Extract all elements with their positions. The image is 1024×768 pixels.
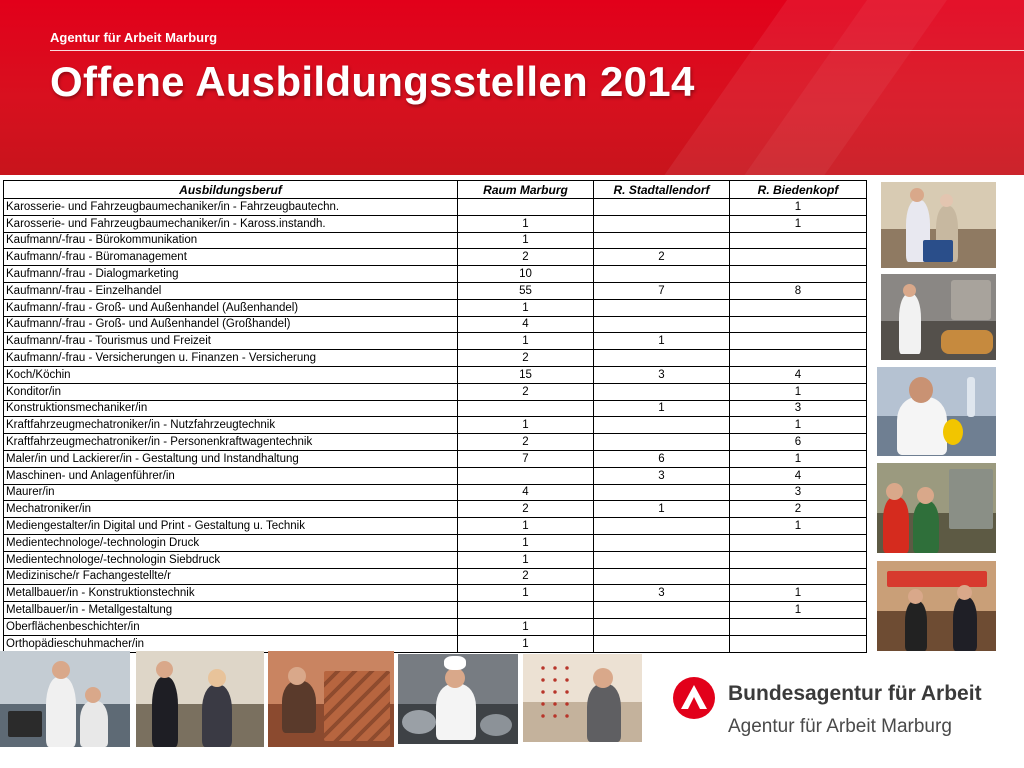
cell-marburg: 1 [458, 215, 594, 232]
cell-occupation: Metallbauer/in - Metallgestaltung [4, 602, 458, 619]
table-row [4, 635, 867, 652]
table-row [4, 400, 867, 417]
cell-stadtallendorf: 1 [594, 400, 730, 417]
table-row [4, 585, 867, 602]
cell-stadtallendorf [594, 199, 730, 216]
table-row [4, 501, 867, 518]
cell-biedenkopf [730, 249, 867, 266]
cell-biedenkopf: 1 [730, 602, 867, 619]
cell-biedenkopf [730, 551, 867, 568]
cell-stadtallendorf [594, 551, 730, 568]
table-row [4, 434, 867, 451]
header-banner [0, 0, 1024, 175]
logo-text-bundesagentur: Bundesagentur für Arbeit [728, 682, 982, 705]
table-row [4, 534, 867, 551]
cell-marburg [458, 602, 594, 619]
photo-chef-kitchen [398, 654, 518, 744]
table-row [4, 199, 867, 216]
cell-occupation: Karosserie- und Fahrzeugbaumechaniker/in - Fahrzeugbautechn. [4, 199, 458, 216]
cell-marburg: 15 [458, 366, 594, 383]
cell-marburg: 2 [458, 501, 594, 518]
table-row [4, 417, 867, 434]
cell-occupation: Kaufmann/-frau - Groß- und Außenhandel (Außenhandel) [4, 299, 458, 316]
photo-baker [881, 274, 996, 360]
table-row [4, 215, 867, 232]
cell-stadtallendorf [594, 635, 730, 652]
photo-painter [523, 654, 642, 742]
cell-stadtallendorf [594, 316, 730, 333]
cell-occupation: Kaufmann/-frau - Tourismus und Freizeit [4, 333, 458, 350]
page-title: Offene Ausbildungsstellen 2014 [50, 58, 695, 105]
agency-subtitle: Agentur für Arbeit Marburg [50, 30, 218, 45]
photo-laboratory [877, 367, 996, 456]
cell-marburg: 10 [458, 266, 594, 283]
cell-stadtallendorf [594, 534, 730, 551]
cell-marburg: 1 [458, 417, 594, 434]
photo-office-workers [0, 651, 130, 747]
cell-biedenkopf: 2 [730, 501, 867, 518]
header-divider [50, 50, 1024, 51]
cell-biedenkopf: 1 [730, 417, 867, 434]
cell-biedenkopf: 8 [730, 282, 867, 299]
table-header-row [4, 181, 867, 199]
cell-biedenkopf [730, 635, 867, 652]
cell-biedenkopf: 6 [730, 434, 867, 451]
table-row [4, 232, 867, 249]
cell-marburg: 1 [458, 299, 594, 316]
cell-biedenkopf: 1 [730, 215, 867, 232]
table-row [4, 467, 867, 484]
cell-occupation: Maschinen- und Anlagenführer/in [4, 467, 458, 484]
cell-occupation: Konditor/in [4, 383, 458, 400]
cell-marburg: 1 [458, 635, 594, 652]
cell-marburg [458, 467, 594, 484]
cell-occupation: Kaufmann/-frau - Einzelhandel [4, 282, 458, 299]
table-row [4, 366, 867, 383]
cell-biedenkopf: 1 [730, 450, 867, 467]
cell-biedenkopf: 1 [730, 199, 867, 216]
cell-stadtallendorf [594, 434, 730, 451]
cell-stadtallendorf: 6 [594, 450, 730, 467]
agency-logo-icon [672, 676, 716, 720]
cell-occupation: Kaufmann/-frau - Dialogmarketing [4, 266, 458, 283]
cell-marburg: 55 [458, 282, 594, 299]
cell-marburg: 1 [458, 585, 594, 602]
table-row [4, 518, 867, 535]
cell-biedenkopf: 4 [730, 467, 867, 484]
cell-occupation: Kaufmann/-frau - Versicherungen u. Finanzen - Versicherung [4, 350, 458, 367]
cell-marburg [458, 400, 594, 417]
cell-occupation: Karosserie- und Fahrzeugbaumechaniker/in - Kaross.instandh. [4, 215, 458, 232]
column-header-marburg: Raum Marburg [458, 181, 594, 199]
table-row [4, 266, 867, 283]
cell-occupation: Maler/in und Lackierer/in - Gestaltung und Instandhaltung [4, 450, 458, 467]
cell-occupation: Medientechnologe/-technologin Siebdruck [4, 551, 458, 568]
cell-stadtallendorf [594, 350, 730, 367]
cell-stadtallendorf [594, 602, 730, 619]
cell-stadtallendorf [594, 215, 730, 232]
table-row [4, 602, 867, 619]
cell-stadtallendorf [594, 568, 730, 585]
table-row [4, 568, 867, 585]
column-header-occupation: Ausbildungsberuf [4, 181, 458, 199]
column-header-biedenkopf: R. Biedenkopf [730, 181, 867, 199]
cell-biedenkopf: 1 [730, 585, 867, 602]
cell-biedenkopf [730, 333, 867, 350]
cell-stadtallendorf: 3 [594, 366, 730, 383]
cell-stadtallendorf [594, 266, 730, 283]
cell-occupation: Kraftfahrzeugmechatroniker/in - Nutzfahrzeugtechnik [4, 417, 458, 434]
table-row [4, 551, 867, 568]
photo-bank-clerks [136, 651, 264, 747]
table-row [4, 484, 867, 501]
bundesagentur-logo [672, 672, 1002, 752]
cell-biedenkopf: 1 [730, 383, 867, 400]
cell-stadtallendorf: 3 [594, 585, 730, 602]
cell-stadtallendorf [594, 618, 730, 635]
cell-stadtallendorf [594, 518, 730, 535]
cell-occupation: Metallbauer/in - Konstruktionstechnik [4, 585, 458, 602]
cell-occupation: Kaufmann/-frau - Bürokommunikation [4, 232, 458, 249]
table-row [4, 299, 867, 316]
cell-stadtallendorf: 3 [594, 467, 730, 484]
cell-stadtallendorf: 2 [594, 249, 730, 266]
cell-occupation: Medizinische/r Fachangestellte/r [4, 568, 458, 585]
cell-stadtallendorf [594, 417, 730, 434]
cell-biedenkopf [730, 568, 867, 585]
table-row [4, 618, 867, 635]
cell-occupation: Kraftfahrzeugmechatroniker/in - Personenkraftwagentechnik [4, 434, 458, 451]
cell-stadtallendorf: 1 [594, 333, 730, 350]
cell-biedenkopf [730, 232, 867, 249]
photo-care-worker [881, 182, 996, 268]
cell-marburg: 2 [458, 434, 594, 451]
apprenticeship-table [3, 180, 867, 653]
cell-marburg: 2 [458, 568, 594, 585]
table-row [4, 450, 867, 467]
cell-marburg: 4 [458, 484, 594, 501]
cell-stadtallendorf [594, 232, 730, 249]
cell-stadtallendorf: 7 [594, 282, 730, 299]
cell-biedenkopf [730, 316, 867, 333]
column-header-stadtallendorf: R. Stadtallendorf [594, 181, 730, 199]
cell-biedenkopf [730, 534, 867, 551]
cell-marburg [458, 199, 594, 216]
cell-occupation: Kaufmann/-frau - Büromanagement [4, 249, 458, 266]
photo-roofer [268, 651, 394, 747]
cell-biedenkopf [730, 350, 867, 367]
cell-occupation: Maurer/in [4, 484, 458, 501]
cell-biedenkopf [730, 299, 867, 316]
cell-marburg: 2 [458, 249, 594, 266]
cell-occupation: Oberflächenbeschichter/in [4, 618, 458, 635]
table-body [4, 199, 867, 653]
cell-marburg: 4 [458, 316, 594, 333]
cell-marburg: 1 [458, 551, 594, 568]
photo-hotel-reception [877, 561, 996, 651]
cell-occupation: Mediengestalter/in Digital und Print - Gestaltung u. Technik [4, 518, 458, 535]
cell-marburg: 1 [458, 518, 594, 535]
cell-biedenkopf [730, 618, 867, 635]
cell-biedenkopf [730, 266, 867, 283]
cell-marburg: 1 [458, 333, 594, 350]
table-row [4, 249, 867, 266]
cell-stadtallendorf [594, 299, 730, 316]
table-row [4, 316, 867, 333]
cell-marburg: 1 [458, 232, 594, 249]
cell-occupation: Konstruktionsmechaniker/in [4, 400, 458, 417]
cell-biedenkopf: 3 [730, 484, 867, 501]
cell-biedenkopf: 3 [730, 400, 867, 417]
cell-stadtallendorf [594, 383, 730, 400]
cell-occupation: Kaufmann/-frau - Groß- und Außenhandel (Großhandel) [4, 316, 458, 333]
cell-occupation: Koch/Köchin [4, 366, 458, 383]
table-row [4, 350, 867, 367]
cell-stadtallendorf: 1 [594, 501, 730, 518]
cell-occupation: Mechatroniker/in [4, 501, 458, 518]
photo-electronics-workshop [877, 463, 996, 553]
cell-occupation: Orthopädieschuhmacher/in [4, 635, 458, 652]
cell-marburg: 7 [458, 450, 594, 467]
cell-marburg: 1 [458, 534, 594, 551]
cell-biedenkopf: 4 [730, 366, 867, 383]
table-row [4, 383, 867, 400]
cell-biedenkopf: 1 [730, 518, 867, 535]
cell-marburg: 2 [458, 350, 594, 367]
logo-text-agentur-marburg: Agentur für Arbeit Marburg [728, 716, 952, 737]
table-row [4, 282, 867, 299]
table-row [4, 333, 867, 350]
cell-marburg: 1 [458, 618, 594, 635]
cell-marburg: 2 [458, 383, 594, 400]
cell-stadtallendorf [594, 484, 730, 501]
cell-occupation: Medientechnologe/-technologin Druck [4, 534, 458, 551]
